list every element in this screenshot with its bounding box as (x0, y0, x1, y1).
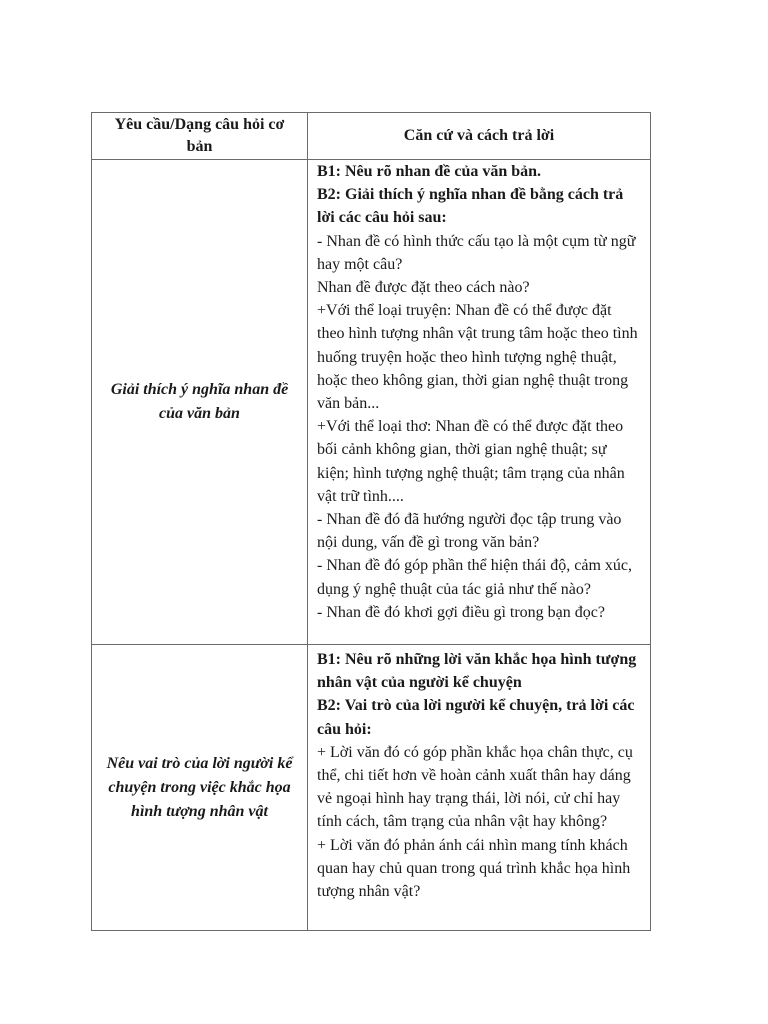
header-cell-requirement (92, 113, 308, 160)
answer-line: - Nhan đề đó góp phần thể hiện thái độ, cảm xúc, dụng ý nghệ thuật của tác giả như thế nào? (317, 557, 633, 598)
answer-cell (308, 645, 651, 931)
answer-line: +Với thể loại thơ: Nhan đề có thể được đặt theo bối cảnh không gian, thời gian nghệ thuật; sự kiện; hình tượng nghệ thuật; tâm trạng của nhân vật trữ tình.... (317, 418, 625, 505)
answer-line: - Nhan đề đó đã hướng người đọc tập trung vào nội dung, vấn đề gì trong văn bản? (317, 511, 622, 552)
requirement-text: Nêu vai trò của lời người kể chuyện trong việc khắc họa hình tượng nhân vật (106, 754, 293, 820)
answer-line: + Lời văn đó phản ánh cái nhìn mang tính khách quan hay chủ quan trong quá trình khắc họa hình tượng nhân vật? (317, 836, 631, 901)
header-cell-answer (308, 113, 651, 160)
answer-line: B2: Vai trò của lời người kể chuyện, trả lời các câu hỏi: (317, 697, 635, 738)
answer-line: + Lời văn đó có góp phần khắc họa chân thực, cụ thể, chi tiết hơn về hoàn cảnh xuất thân hay dáng vẻ ngoại hình hay trạng thái, lời nói, cử chỉ hay tính cách, tâm trạng của nhân vật hay không? (317, 743, 633, 831)
header-requirement-label: Yêu cầu/Dạng câu hỏi cơ bản (114, 116, 285, 155)
answer-line: +Với thể loại truyện: Nhan đề có thể được đặt theo hình tượng nhân vật trung tâm hoặc theo tình huống truyện hoặc theo hình tượng nghệ thuật, hoặc theo không gian, thời gian nghệ thuật trong văn bản... (317, 302, 638, 413)
requirements-table (91, 112, 651, 931)
header-answer-label: Căn cứ và cách trả lời (403, 127, 555, 144)
answer-line: B1: Nêu rõ nhan đề của văn bản. (317, 163, 542, 180)
requirement-cell (92, 160, 308, 645)
table-row (92, 160, 651, 645)
answer-line: - Nhan đề có hình thức cấu tạo là một cụm từ ngữ hay một câu? (317, 232, 636, 273)
table-row (92, 645, 651, 931)
table-header-row (92, 113, 651, 160)
answer-line: B1: Nêu rõ những lời văn khắc họa hình tượng nhân vật của người kể chuyện (317, 651, 637, 692)
answer-cell (308, 160, 651, 645)
answer-line: Nhan đề được đặt theo cách nào? (317, 279, 530, 297)
requirement-cell (92, 645, 308, 931)
answer-line: - Nhan đề đó khơi gợi điều gì trong bạn đọc? (317, 603, 605, 621)
answer-line: B2: Giải thích ý nghĩa nhan đề bằng cách trả lời các câu hỏi sau: (317, 186, 624, 227)
requirement-text: Giải thích ý nghĩa nhan đề của văn bản (110, 381, 289, 422)
